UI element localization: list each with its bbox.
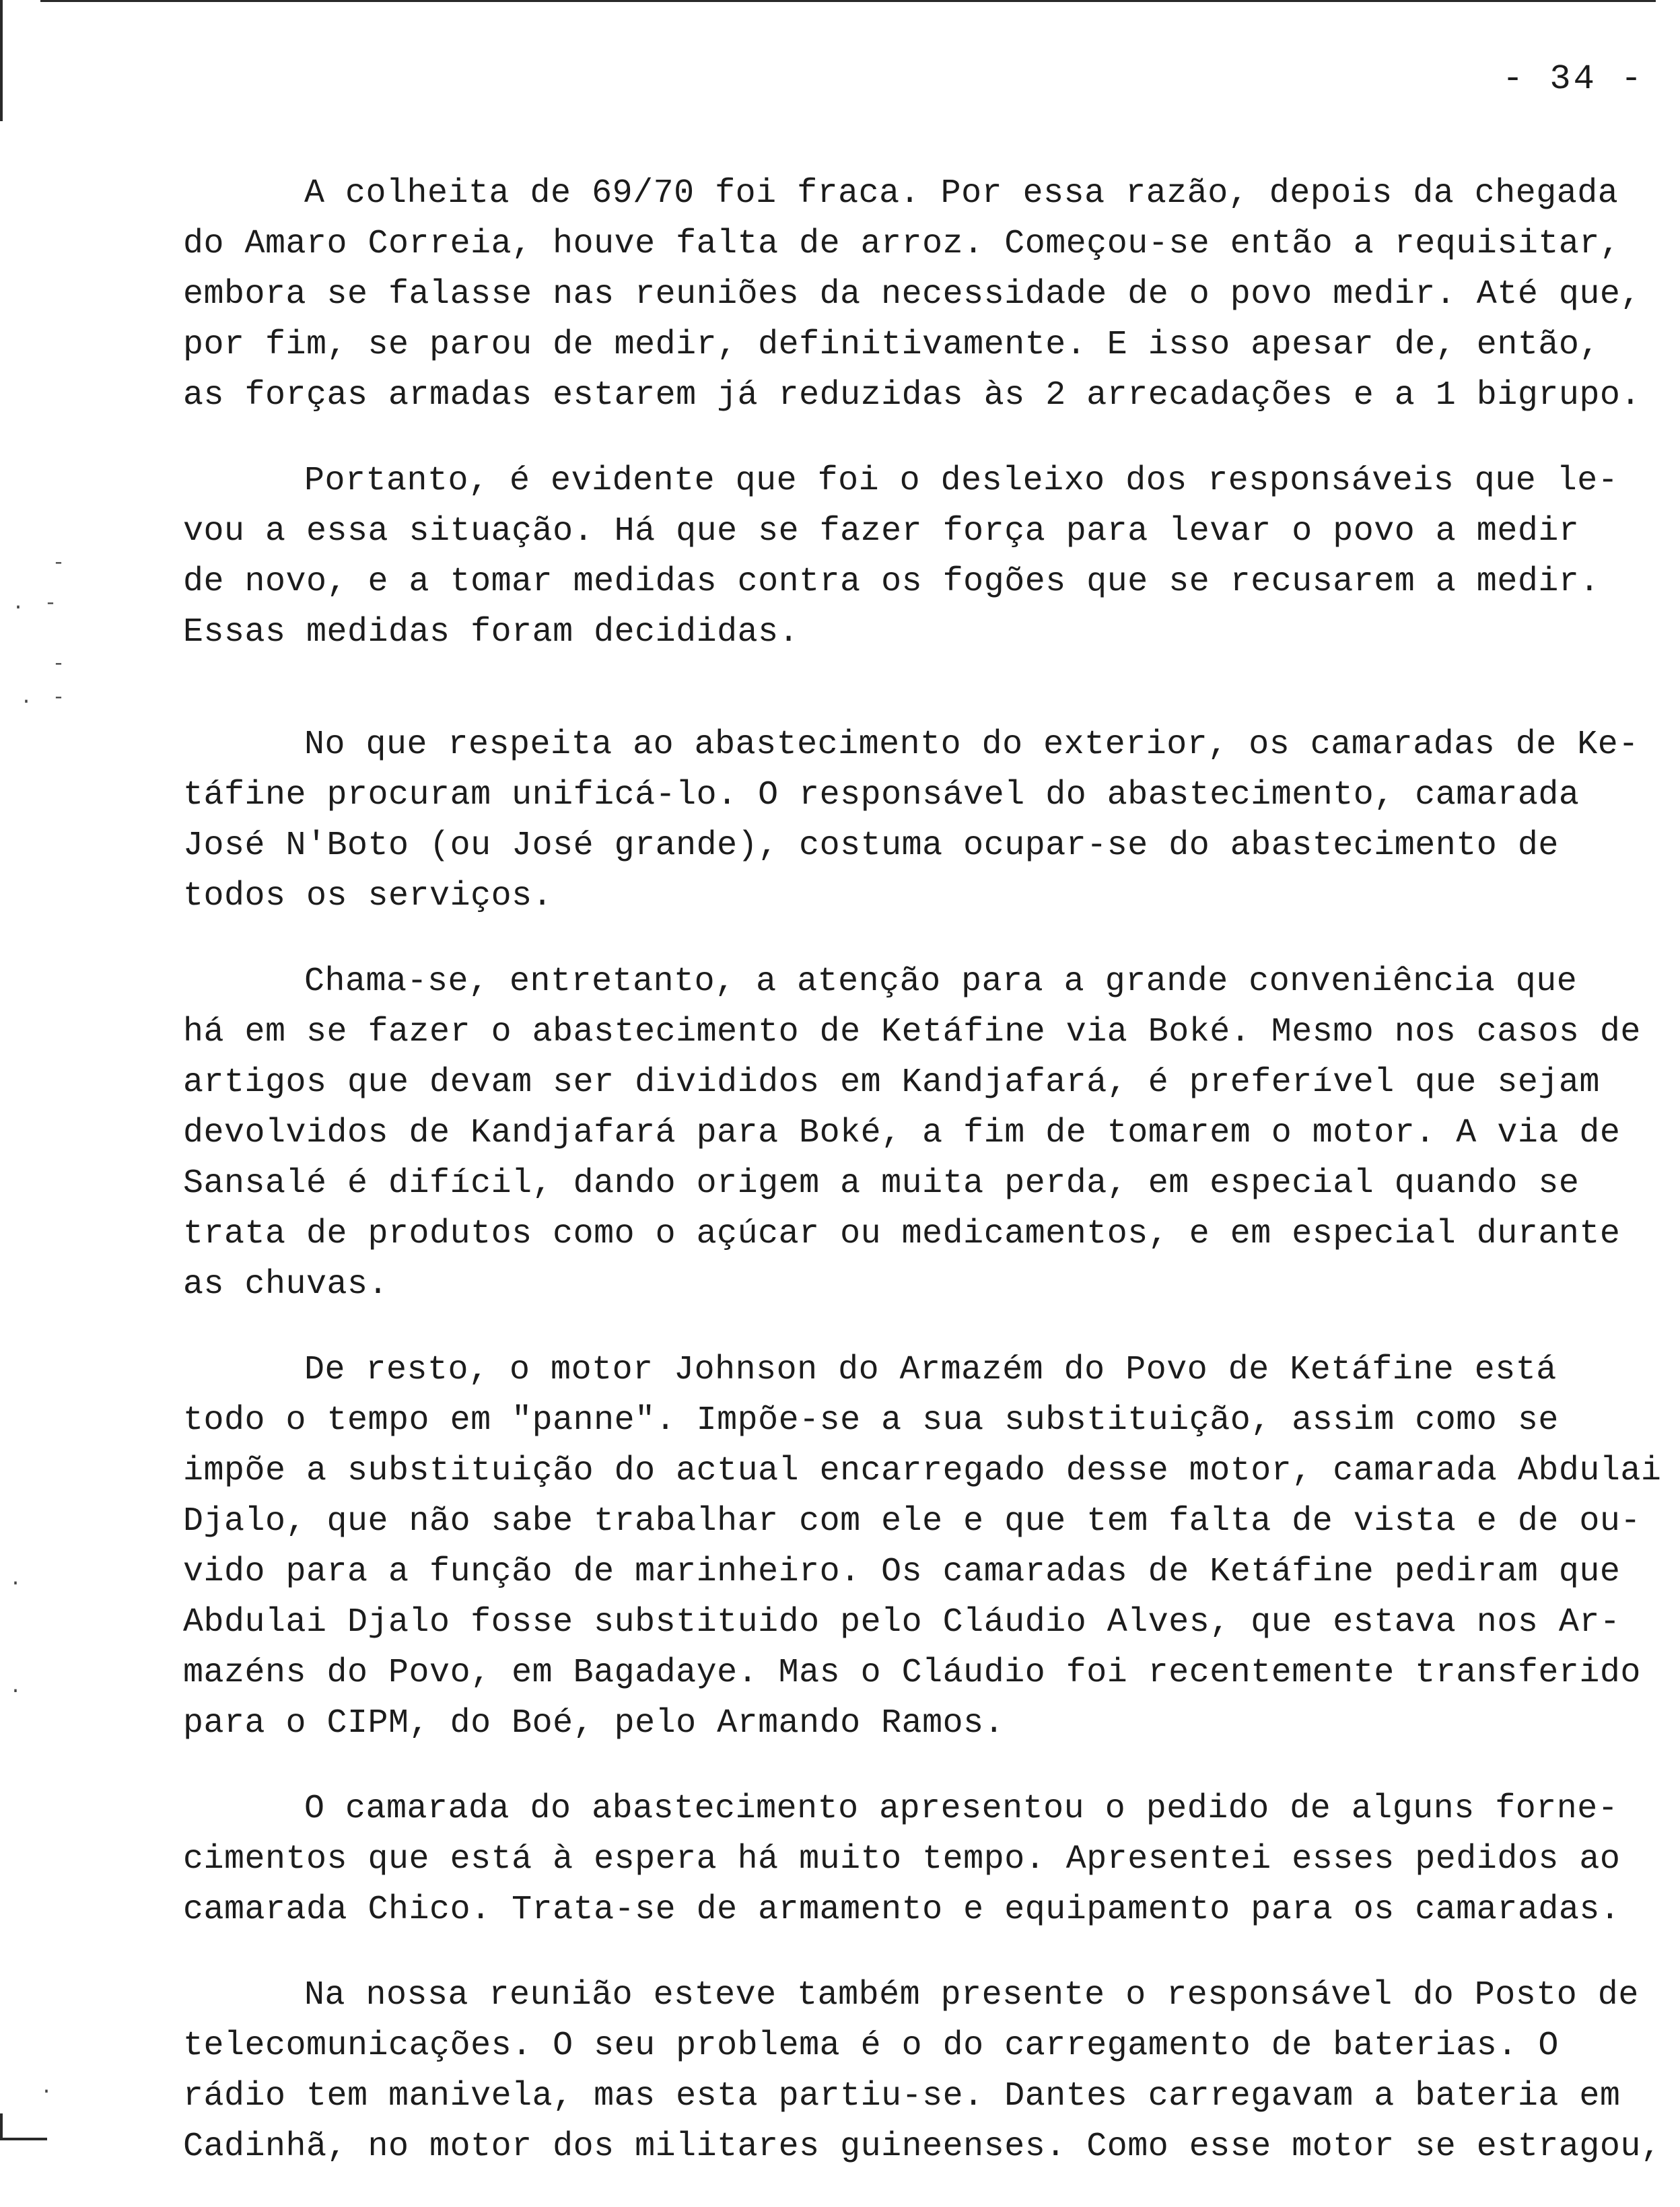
margin-mark: .: [40, 2076, 57, 2099]
margin-mark: .: [9, 1676, 26, 1699]
text-line: De resto, o motor Johnson do Armazém do Povo de Ketáfine está: [304, 1351, 1557, 1389]
text-line: José N'Boto (ou José grande), costuma ocupar-se do abastecimento de: [183, 827, 1559, 865]
scan-edge-top: [40, 0, 1656, 2]
margin-mark: . -: [12, 592, 61, 615]
text-line: vido para a função de marinheiro. Os camaradas de Ketáfine pediram que: [183, 1553, 1621, 1591]
text-line: O camarada do abastecimento apresentou o pedido de alguns forne-: [304, 1790, 1619, 1828]
text-line: trata de produtos como o açúcar ou medicamentos, e em especial durante: [183, 1215, 1621, 1253]
paragraph-boke-route: [183, 956, 1664, 1310]
text-line: de novo, e a tomar medidas contra os fogões que se recusarem a medir.: [183, 563, 1600, 601]
text-line: Portanto, é evidente que foi o desleixo dos responsáveis que le-: [304, 462, 1619, 500]
scan-corner-bottom-v: [0, 2113, 3, 2140]
text-line: mazéns do Povo, em Bagadaye. Mas o Cláudio foi recentemente transferido: [183, 1654, 1641, 1692]
text-line: Essas medidas foram decididas.: [183, 613, 800, 652]
document-body: [183, 168, 1664, 2207]
paragraph-harvest: [183, 168, 1664, 421]
scan-corner-bottom: [0, 2138, 47, 2140]
text-line: A colheita de 69/70 foi fraca. Por essa razão, depois da chegada: [304, 174, 1619, 213]
text-line: Cadinhã, no motor dos militares guineenses. Como esse motor se estragou,: [183, 2128, 1662, 2166]
text-line: devolvidos de Kandjafará para Boké, a fim de tomarem o motor. A via de: [183, 1114, 1621, 1152]
text-line: No que respeita ao abastecimento do exterior, os camaradas de Ke-: [304, 726, 1639, 764]
text-line: para o CIPM, do Boé, pelo Armando Ramos.: [183, 1704, 1005, 1743]
text-line: táfine procuram unificá-lo. O responsável do abastecimento, camarada: [183, 776, 1580, 814]
margin-mark: -: [53, 552, 69, 575]
paragraph-negligence: [183, 456, 1664, 658]
text-line: as chuvas.: [183, 1265, 389, 1304]
margin-mark: -: [53, 653, 69, 676]
margin-mark: .: [9, 1568, 26, 1591]
text-line: todo o tempo em "panne". Impõe-se a sua substituição, assim como se: [183, 1401, 1559, 1440]
text-line: camarada Chico. Trata-se de armamento e equipamento para os camaradas.: [183, 1891, 1621, 1929]
margin-mark: . -: [20, 687, 69, 709]
text-line: telecomunicações. O seu problema é o do carregamento de baterias. O: [183, 2027, 1559, 2065]
text-line: vou a essa situação. Há que se fazer força para levar o povo a medir: [183, 512, 1580, 551]
page-number: - 34 -: [1502, 59, 1645, 99]
text-line: as forças armadas estarem já reduzidas às 2 arrecadações e a 1 bigrupo.: [183, 376, 1641, 415]
text-line: todos os serviços.: [183, 877, 553, 915]
paragraph-external-supply: [183, 720, 1664, 921]
text-line: do Amaro Correia, houve falta de arroz. Começou-se então a requisitar,: [183, 225, 1621, 263]
text-line: artigos que devam ser divididos em Kandjafará, é preferível que sejam: [183, 1063, 1600, 1102]
text-line: Sansalé é difícil, dando origem a muita perda, em especial quando se: [183, 1164, 1580, 1203]
text-line: embora se falasse nas reuniões da necessidade de o povo medir. Até que,: [183, 275, 1641, 314]
text-line: rádio tem manivela, mas esta partiu-se. Dantes carregavam a bateria em: [183, 2077, 1621, 2115]
text-line: por fim, se parou de medir, definitivamente. E isso apesar de, então,: [183, 326, 1600, 364]
paragraph-telecom: [183, 1970, 1664, 2172]
text-line: há em se fazer o abastecimento de Ketáfine via Boké. Mesmo nos casos de: [183, 1013, 1641, 1051]
scan-edge-left: [0, 0, 3, 121]
text-line: cimentos que está à espera há muito tempo. Apresentei esses pedidos ao: [183, 1840, 1621, 1879]
paragraph-supply-request: [183, 1784, 1664, 1935]
text-line: Djalo, que não sabe trabalhar com ele e que tem falta de vista e de ou-: [183, 1502, 1641, 1541]
text-line: Na nossa reunião esteve também presente o responsável do Posto de: [304, 1976, 1639, 2015]
text-line: impõe a substituição do actual encarregado desse motor, camarada Abdulai: [183, 1452, 1662, 1490]
paragraph-johnson-motor: [183, 1345, 1664, 1749]
text-line: Chama-se, entretanto, a atenção para a grande conveniência que: [304, 962, 1578, 1001]
text-line: Abdulai Djalo fosse substituido pelo Cláudio Alves, que estava nos Ar-: [183, 1603, 1621, 1642]
